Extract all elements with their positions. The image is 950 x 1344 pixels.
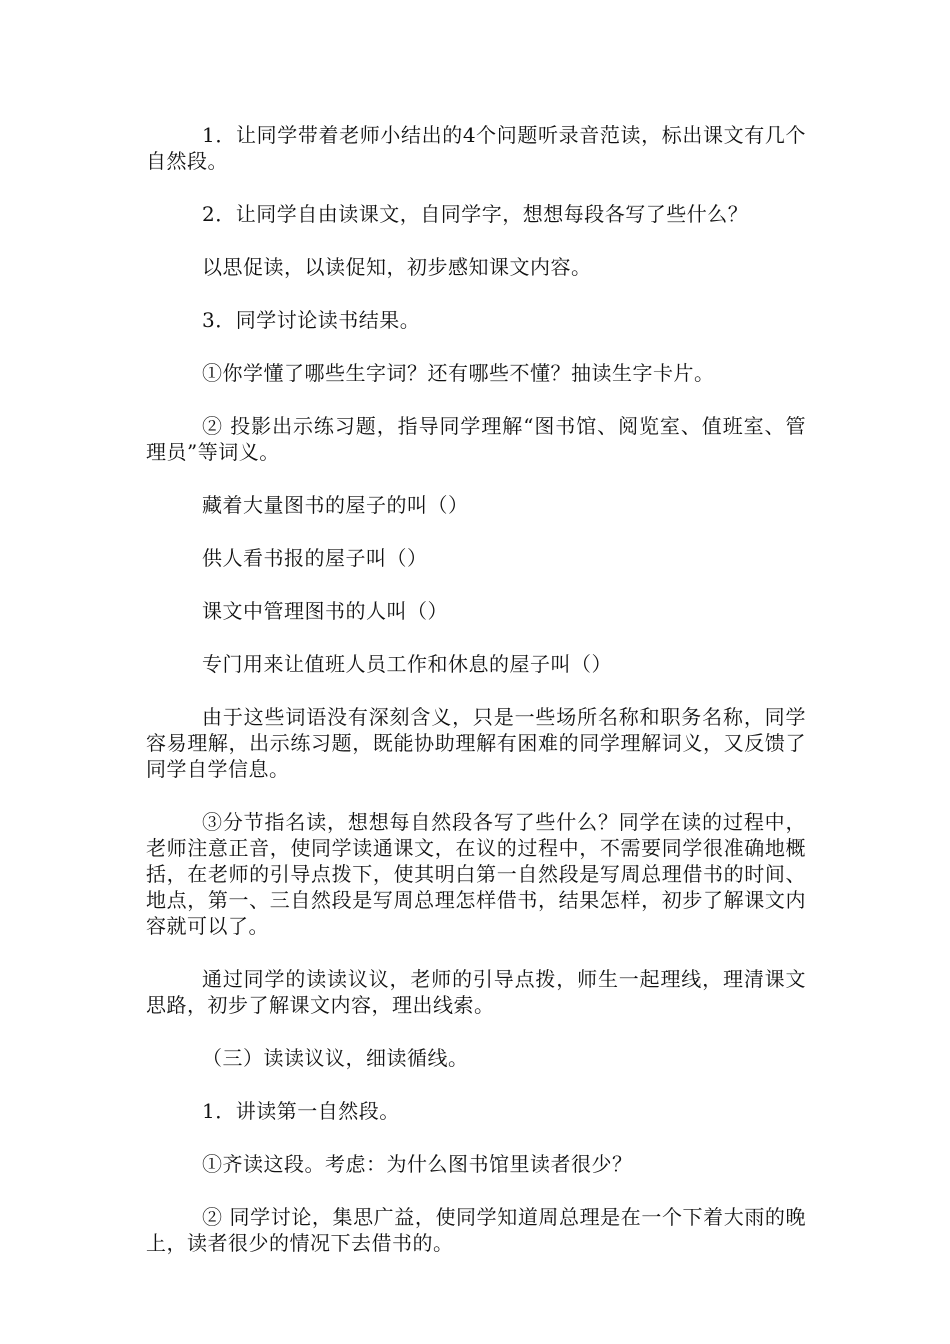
- paragraph: ② 投影出示练习题，指导同学理解“图书馆、阅览室、值班室、管理员”等词义。: [146, 414, 806, 464]
- paragraph: 由于这些词语没有深刻含义，只是一些场所名称和职务名称，同学容易理解，出示练习题，既能协助理解有困难的同学理解词义，又反馈了同学自学信息。: [146, 705, 806, 781]
- document-body: [146, 122, 806, 1283]
- paragraph: 课文中管理图书的人叫（）: [202, 599, 448, 623]
- paragraph: 通过同学的读读议议，老师的引导点拨，师生一起理线，理清课文思路，初步了解课文内容，理出线索。: [146, 967, 806, 1017]
- paragraph: 3．同学讨论读书结果。: [202, 308, 421, 332]
- paragraph: 2．让同学自由读课文，自同学字，想想每段各写了些什么？: [202, 202, 749, 226]
- paragraph: ①齐读这段。考虑：为什么图书馆里读者很少？: [202, 1152, 633, 1176]
- paragraph: ③分节指名读，想想每自然段各写了些什么？同学在读的过程中，老师注意正音，使同学读通课文，在议的过程中，不需要同学很准确地概括，在老师的引导点拨下，使其明白第一自然段是写周总理借书的时间、地点，第一、三自然段是写周总理怎样借书，结果怎样，初步了解课文内容就可以了。: [146, 810, 806, 938]
- paragraph: 以思促读，以读促知，初步感知课文内容。: [202, 255, 592, 279]
- paragraph: 1．让同学带着老师小结出的4个问题听录音范读，标出课文有几个自然段。: [146, 123, 806, 173]
- paragraph: 供人看书报的屋子叫（）: [202, 546, 428, 570]
- paragraph: 藏着大量图书的屋子的叫（）: [202, 493, 469, 517]
- paragraph: ①你学懂了哪些生字词？还有哪些不懂？抽读生字卡片。: [202, 361, 715, 385]
- paragraph: （三）读读议议，细读循线。: [202, 1046, 469, 1070]
- paragraph: 专门用来让值班人员工作和休息的屋子叫（）: [202, 652, 612, 676]
- paragraph: 1．讲读第一自然段。: [202, 1099, 400, 1123]
- paragraph: ② 同学讨论，集思广益，使同学知道周总理是在一个下着大雨的晚上，读者很少的情况下去借书的。: [146, 1205, 806, 1255]
